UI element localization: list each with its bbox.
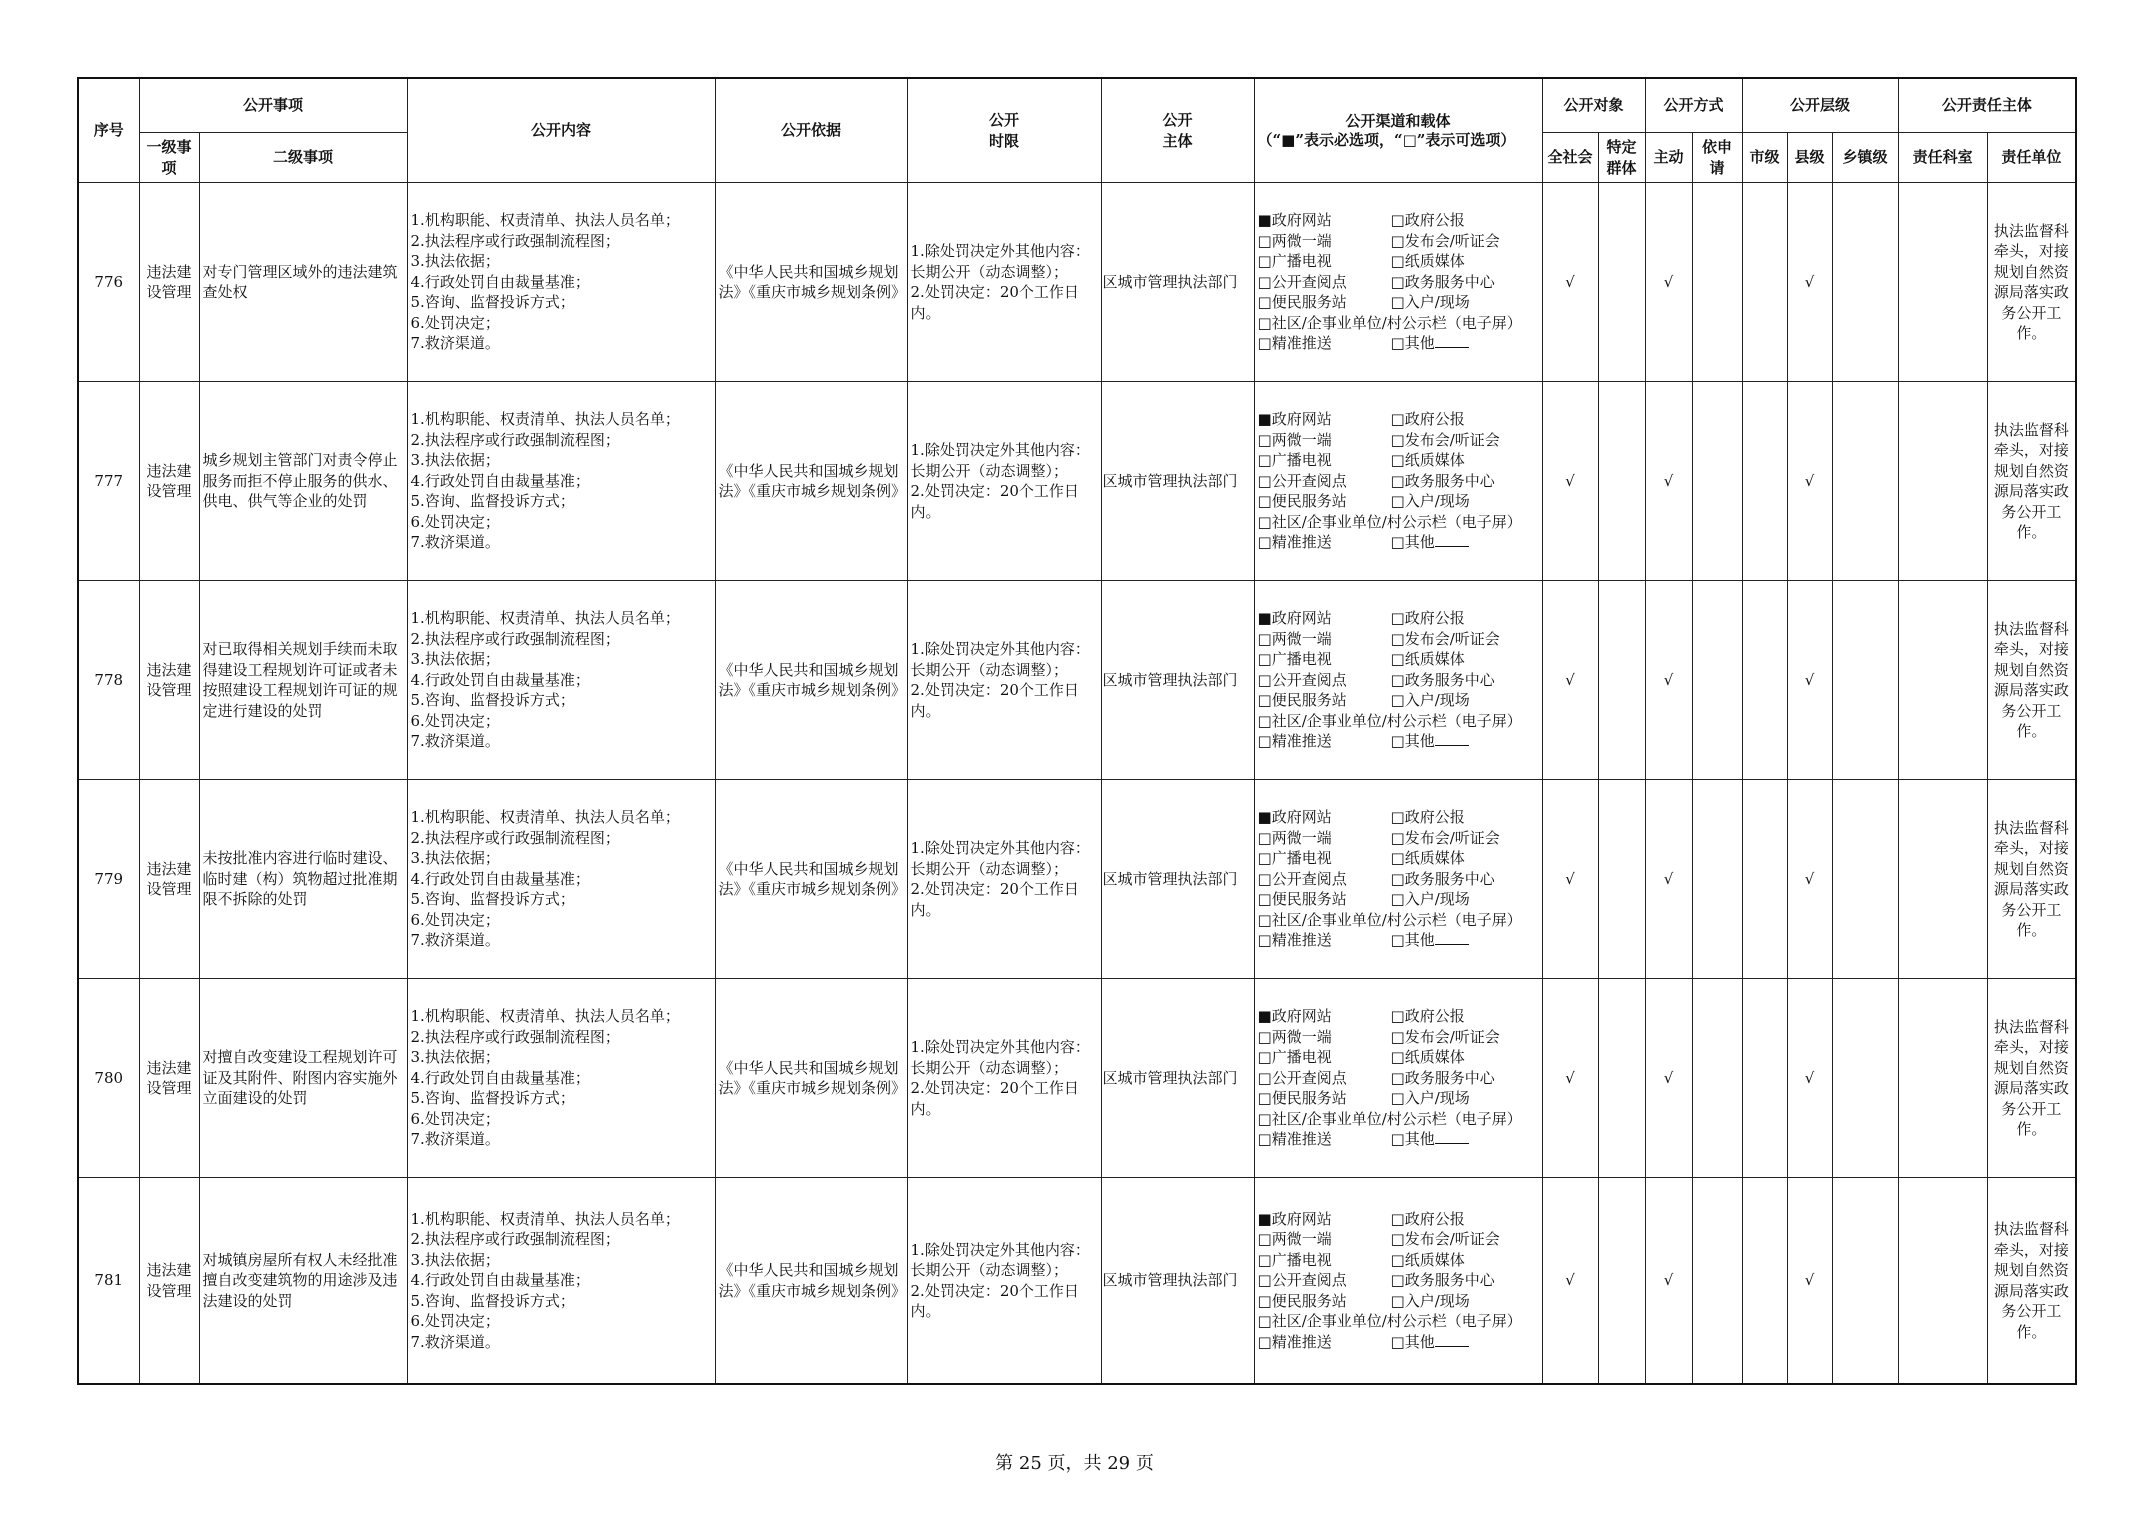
row-target-group	[1598, 780, 1645, 979]
row-subject: 区城市管理执法部门	[1101, 581, 1254, 780]
channel-option: □发布会/听证会	[1390, 629, 1500, 648]
channel-option: □便民服务站	[1257, 1089, 1347, 1108]
row-time-limit: 1.除处罚决定外其他内容：长期公开（动态调整）； 2.处罚决定：20个工作日内。	[907, 979, 1101, 1178]
channel-option: □广播电视	[1257, 650, 1332, 669]
content-line: 2.执法程序或行政强制流程图；	[410, 828, 620, 847]
content-line: 1.机构职能、权责清单、执法人员名单；	[410, 609, 680, 628]
channel-option: □政务服务中心	[1390, 670, 1495, 689]
channel-option: □两微一端	[1257, 828, 1332, 847]
header-time-limit: 公开 时限	[907, 78, 1101, 183]
channel-option: □两微一端	[1257, 1230, 1332, 1249]
row-level-county: √	[1787, 979, 1832, 1178]
row-seq: 779	[78, 780, 139, 979]
row-item-l1: 违法建设管理	[139, 1178, 199, 1385]
row-item-l2: 对擅自改变建设工程规划许可证及其附件、附图内容实施外立面建设的处罚	[199, 979, 407, 1178]
row-method-active: √	[1645, 183, 1692, 382]
row-level-town	[1832, 1178, 1898, 1385]
row-method-request	[1692, 382, 1742, 581]
channel-option: □便民服务站	[1257, 890, 1347, 909]
header-method-request: 依申请	[1692, 133, 1742, 183]
channel-option: □广播电视	[1257, 1048, 1332, 1067]
row-content	[407, 780, 715, 979]
row-method-active: √	[1645, 581, 1692, 780]
row-target-group	[1598, 581, 1645, 780]
row-content	[407, 382, 715, 581]
channel-option: ■政府网站	[1257, 808, 1332, 827]
channel-option-other: □其他	[1391, 532, 1539, 553]
channel-option-other: □其他	[1391, 1332, 1539, 1353]
channel-option: □两微一端	[1257, 430, 1332, 449]
channel-option: □便民服务站	[1257, 293, 1347, 312]
row-level-town	[1832, 979, 1898, 1178]
row-channels	[1254, 780, 1542, 979]
channel-option: ■政府网站	[1257, 1007, 1332, 1026]
row-basis: 《中华人民共和国城乡规划法》《重庆市城乡规划条例》	[715, 780, 907, 979]
row-seq: 776	[78, 183, 139, 382]
header-method-active: 主动	[1645, 133, 1692, 183]
row-resp-office	[1898, 780, 1987, 979]
row-level-city	[1742, 780, 1787, 979]
channel-option: □公开查阅点	[1257, 670, 1347, 689]
row-method-active: √	[1645, 780, 1692, 979]
row-level-city	[1742, 382, 1787, 581]
channel-grid	[1258, 1209, 1539, 1353]
blank-line	[1435, 1332, 1469, 1347]
row-resp-office	[1898, 1178, 1987, 1385]
channel-option: □广播电视	[1257, 252, 1332, 271]
channel-option: □社区/企事业单位/村公示栏（电子屏）	[1257, 711, 1522, 730]
row-subject: 区城市管理执法部门	[1101, 382, 1254, 581]
header-target-group: 特定群体	[1598, 133, 1645, 183]
header-resp: 公开责任主体	[1898, 78, 2076, 133]
content-line: 7.救济渠道。	[410, 1130, 500, 1149]
row-target-all: √	[1542, 581, 1598, 780]
row-channels	[1254, 1178, 1542, 1385]
channel-option: □入户/现场	[1390, 492, 1470, 511]
channel-option: □政务服务中心	[1390, 869, 1495, 888]
row-resp-office	[1898, 382, 1987, 581]
table-row	[78, 1178, 2076, 1385]
row-time-limit: 1.除处罚决定外其他内容：长期公开（动态调整）； 2.处罚决定：20个工作日内。	[907, 1178, 1101, 1385]
content-line: 1.机构职能、权责清单、执法人员名单；	[410, 211, 680, 230]
channel-option: □两微一端	[1257, 629, 1332, 648]
header-level: 公开层级	[1742, 78, 1898, 133]
content-line: 7.救济渠道。	[410, 931, 500, 950]
channel-option: □政府公报	[1390, 609, 1465, 628]
channel-option: □公开查阅点	[1257, 1068, 1347, 1087]
page-footer: 第 25 页，共 29 页	[995, 1453, 1154, 1474]
channel-option: □发布会/听证会	[1390, 1230, 1500, 1249]
row-level-town	[1832, 183, 1898, 382]
row-basis: 《中华人民共和国城乡规划法》《重庆市城乡规划条例》	[715, 581, 907, 780]
content-line: 5.咨询、监督投诉方式；	[410, 1291, 575, 1310]
row-seq: 777	[78, 382, 139, 581]
content-line: 3.执法依据；	[410, 849, 500, 868]
channel-option: □两微一端	[1257, 1027, 1332, 1046]
row-resp-unit: 执法监督科牵头，对接规划自然资源局落实政务公开工作。	[1987, 1178, 2076, 1385]
row-level-city	[1742, 183, 1787, 382]
row-subject: 区城市管理执法部门	[1101, 780, 1254, 979]
row-level-county: √	[1787, 382, 1832, 581]
content-line: 2.执法程序或行政强制流程图；	[410, 629, 620, 648]
header-item: 公开事项	[139, 78, 407, 133]
row-content	[407, 581, 715, 780]
content-line: 4.行政处罚自由裁量基准；	[410, 670, 590, 689]
channel-option: □纸质媒体	[1390, 1250, 1465, 1269]
content-line: 2.执法程序或行政强制流程图；	[410, 231, 620, 250]
channel-option: □入户/现场	[1390, 1089, 1470, 1108]
row-level-city	[1742, 979, 1787, 1178]
channel-option: □入户/现场	[1390, 1291, 1470, 1310]
content-line: 3.执法依据；	[410, 1048, 500, 1067]
channel-option: □政府公报	[1390, 1007, 1465, 1026]
row-seq: 781	[78, 1178, 139, 1385]
channel-option: □发布会/听证会	[1390, 1027, 1500, 1046]
channel-option: □公开查阅点	[1257, 471, 1347, 490]
channel-option: □政务服务中心	[1390, 471, 1495, 490]
channel-grid	[1258, 807, 1539, 951]
row-method-request	[1692, 979, 1742, 1178]
channel-option: □纸质媒体	[1390, 650, 1465, 669]
table-row	[78, 183, 2076, 382]
row-resp-unit: 执法监督科牵头，对接规划自然资源局落实政务公开工作。	[1987, 382, 2076, 581]
row-target-group	[1598, 382, 1645, 581]
channel-option: □社区/企事业单位/村公示栏（电子屏）	[1257, 512, 1522, 531]
blank-line	[1435, 930, 1469, 945]
row-time-limit: 1.除处罚决定外其他内容：长期公开（动态调整）； 2.处罚决定：20个工作日内。	[907, 780, 1101, 979]
content-line: 6.处罚决定；	[410, 1109, 500, 1128]
row-level-city	[1742, 581, 1787, 780]
content-line: 3.执法依据；	[410, 1250, 500, 1269]
channel-option: □社区/企事业单位/村公示栏（电子屏）	[1257, 313, 1522, 332]
channel-option: □便民服务站	[1257, 492, 1347, 511]
channel-option-other: □其他	[1391, 1129, 1539, 1150]
row-content	[407, 979, 715, 1178]
content-line: 1.机构职能、权责清单、执法人员名单；	[410, 410, 680, 429]
channel-option: □入户/现场	[1390, 890, 1470, 909]
channel-option: □政府公报	[1390, 211, 1465, 230]
table-row	[78, 780, 2076, 979]
row-channels	[1254, 382, 1542, 581]
row-subject: 区城市管理执法部门	[1101, 1178, 1254, 1385]
channel-option: □政务服务中心	[1390, 272, 1495, 291]
table-row	[78, 979, 2076, 1178]
row-item-l2: 对城镇房屋所有权人未经批准擅自改变建筑物的用途涉及违法建设的处罚	[199, 1178, 407, 1385]
channel-option: □社区/企事业单位/村公示栏（电子屏）	[1257, 1312, 1522, 1331]
channel-option: □公开查阅点	[1257, 869, 1347, 888]
row-method-active: √	[1645, 382, 1692, 581]
header-resp-office: 责任科室	[1898, 133, 1987, 183]
channel-option: □入户/现场	[1390, 293, 1470, 312]
row-time-limit: 1.除处罚决定外其他内容：长期公开（动态调整）； 2.处罚决定：20个工作日内。	[907, 183, 1101, 382]
row-resp-unit: 执法监督科牵头，对接规划自然资源局落实政务公开工作。	[1987, 979, 2076, 1178]
row-item-l2: 对专门管理区域外的违法建筑查处权	[199, 183, 407, 382]
header-channel-title: 公开渠道和载体	[1345, 111, 1451, 130]
channel-option: □便民服务站	[1257, 1291, 1347, 1310]
row-basis: 《中华人民共和国城乡规划法》《重庆市城乡规划条例》	[715, 979, 907, 1178]
row-item-l1: 违法建设管理	[139, 382, 199, 581]
content-line: 4.行政处罚自由裁量基准；	[410, 869, 590, 888]
row-time-limit: 1.除处罚决定外其他内容：长期公开（动态调整）； 2.处罚决定：20个工作日内。	[907, 382, 1101, 581]
channel-grid	[1258, 1006, 1539, 1150]
channel-option: □政府公报	[1390, 410, 1465, 429]
channel-option: □政务服务中心	[1390, 1068, 1495, 1087]
blank-line	[1435, 731, 1469, 746]
row-channels	[1254, 979, 1542, 1178]
row-resp-unit: 执法监督科牵头，对接规划自然资源局落实政务公开工作。	[1987, 183, 2076, 382]
channel-option: □社区/企事业单位/村公示栏（电子屏）	[1257, 1109, 1522, 1128]
content-line: 4.行政处罚自由裁量基准；	[410, 471, 590, 490]
row-time-limit: 1.除处罚决定外其他内容：长期公开（动态调整）； 2.处罚决定：20个工作日内。	[907, 581, 1101, 780]
blank-line	[1435, 532, 1469, 547]
channel-option: □社区/企事业单位/村公示栏（电子屏）	[1257, 910, 1522, 929]
content-line: 6.处罚决定；	[410, 1312, 500, 1331]
content-line: 7.救济渠道。	[410, 1332, 500, 1351]
content-line: 6.处罚决定；	[410, 711, 500, 730]
row-method-active: √	[1645, 1178, 1692, 1385]
table-row	[78, 581, 2076, 780]
header-target-all: 全社会	[1542, 133, 1598, 183]
row-level-town	[1832, 780, 1898, 979]
channel-option: □精准推送	[1257, 334, 1332, 353]
channel-option-other: □其他	[1391, 930, 1539, 951]
content-line: 4.行政处罚自由裁量基准；	[410, 272, 590, 291]
content-line: 3.执法依据；	[410, 252, 500, 271]
header-item-l1: 一级事项	[139, 133, 199, 183]
channel-option: □精准推送	[1257, 931, 1332, 950]
header-item-l2: 二级事项	[199, 133, 407, 183]
row-level-county: √	[1787, 1178, 1832, 1385]
header-channel-note: （“■”表示必选项，“□”表示可选项）	[1257, 131, 1516, 150]
content-line: 5.咨询、监督投诉方式；	[410, 293, 575, 312]
row-subject: 区城市管理执法部门	[1101, 979, 1254, 1178]
content-line: 4.行政处罚自由裁量基准；	[410, 1068, 590, 1087]
channel-option: □广播电视	[1257, 451, 1332, 470]
header-level-county: 县级	[1787, 133, 1832, 183]
row-method-request	[1692, 780, 1742, 979]
row-method-request	[1692, 581, 1742, 780]
channel-option: □纸质媒体	[1390, 849, 1465, 868]
header-channel	[1254, 78, 1542, 183]
channel-option: □纸质媒体	[1390, 252, 1465, 271]
row-target-all: √	[1542, 1178, 1598, 1385]
channel-option: □广播电视	[1257, 1250, 1332, 1269]
channel-option: □两微一端	[1257, 231, 1332, 250]
blank-line	[1435, 1129, 1469, 1144]
row-level-town	[1832, 382, 1898, 581]
row-basis: 《中华人民共和国城乡规划法》《重庆市城乡规划条例》	[715, 382, 907, 581]
row-item-l1: 违法建设管理	[139, 581, 199, 780]
row-method-request	[1692, 1178, 1742, 1385]
row-target-all: √	[1542, 979, 1598, 1178]
blank-line	[1435, 333, 1469, 348]
channel-option: □发布会/听证会	[1390, 231, 1500, 250]
channel-option: □政府公报	[1390, 808, 1465, 827]
row-subject: 区城市管理执法部门	[1101, 183, 1254, 382]
channel-option: □公开查阅点	[1257, 272, 1347, 291]
header-level-city: 市级	[1742, 133, 1787, 183]
channel-grid	[1258, 608, 1539, 752]
content-line: 2.执法程序或行政强制流程图；	[410, 430, 620, 449]
row-content	[407, 183, 715, 382]
row-resp-unit: 执法监督科牵头，对接规划自然资源局落实政务公开工作。	[1987, 581, 2076, 780]
row-target-group	[1598, 1178, 1645, 1385]
content-line: 5.咨询、监督投诉方式；	[410, 890, 575, 909]
channel-grid	[1258, 409, 1539, 553]
row-level-city	[1742, 1178, 1787, 1385]
row-channels	[1254, 183, 1542, 382]
row-seq: 780	[78, 979, 139, 1178]
content-line: 4.行政处罚自由裁量基准；	[410, 1271, 590, 1290]
channel-option: ■政府网站	[1257, 410, 1332, 429]
channel-option: □广播电视	[1257, 849, 1332, 868]
row-level-county: √	[1787, 183, 1832, 382]
row-resp-office	[1898, 979, 1987, 1178]
channel-option-other: □其他	[1391, 731, 1539, 752]
row-level-town	[1832, 581, 1898, 780]
channel-option: □纸质媒体	[1390, 1048, 1465, 1067]
row-content	[407, 1178, 715, 1385]
content-line: 3.执法依据；	[410, 650, 500, 669]
row-method-request	[1692, 183, 1742, 382]
row-item-l1: 违法建设管理	[139, 183, 199, 382]
row-target-group	[1598, 979, 1645, 1178]
channel-option: □便民服务站	[1257, 691, 1347, 710]
row-basis: 《中华人民共和国城乡规划法》《重庆市城乡规划条例》	[715, 183, 907, 382]
content-line: 1.机构职能、权责清单、执法人员名单；	[410, 1007, 680, 1026]
header-content: 公开内容	[407, 78, 715, 183]
channel-option-other: □其他	[1391, 333, 1539, 354]
row-basis: 《中华人民共和国城乡规划法》《重庆市城乡规划条例》	[715, 1178, 907, 1385]
content-line: 3.执法依据；	[410, 451, 500, 470]
row-item-l2: 未按批准内容进行临时建设、临时建（构）筑物超过批准期限不拆除的处罚	[199, 780, 407, 979]
row-target-all: √	[1542, 183, 1598, 382]
content-line: 1.机构职能、权责清单、执法人员名单；	[410, 1209, 680, 1228]
content-line: 5.咨询、监督投诉方式；	[410, 691, 575, 710]
content-line: 6.处罚决定；	[410, 910, 500, 929]
channel-option: □纸质媒体	[1390, 451, 1465, 470]
header-resp-unit: 责任单位	[1987, 133, 2076, 183]
content-line: 5.咨询、监督投诉方式；	[410, 1089, 575, 1108]
content-line: 6.处罚决定；	[410, 313, 500, 332]
content-line: 2.执法程序或行政强制流程图；	[410, 1230, 620, 1249]
table-row	[78, 382, 2076, 581]
channel-option: ■政府网站	[1257, 1209, 1332, 1228]
channel-option: □精准推送	[1257, 533, 1332, 552]
channel-option: ■政府网站	[1257, 211, 1332, 230]
row-method-active: √	[1645, 979, 1692, 1178]
content-line: 2.执法程序或行政强制流程图；	[410, 1027, 620, 1046]
channel-grid	[1258, 210, 1539, 354]
row-seq: 778	[78, 581, 139, 780]
row-resp-unit: 执法监督科牵头，对接规划自然资源局落实政务公开工作。	[1987, 780, 2076, 979]
row-item-l1: 违法建设管理	[139, 780, 199, 979]
channel-option: □政府公报	[1390, 1209, 1465, 1228]
channel-option: □精准推送	[1257, 1332, 1332, 1351]
content-line: 7.救济渠道。	[410, 533, 500, 552]
row-target-all: √	[1542, 382, 1598, 581]
row-level-county: √	[1787, 581, 1832, 780]
row-target-all: √	[1542, 780, 1598, 979]
channel-option: □入户/现场	[1390, 691, 1470, 710]
row-item-l1: 违法建设管理	[139, 979, 199, 1178]
content-line: 7.救济渠道。	[410, 732, 500, 751]
content-line: 1.机构职能、权责清单、执法人员名单；	[410, 808, 680, 827]
row-target-group	[1598, 183, 1645, 382]
header-subject: 公开 主体	[1101, 78, 1254, 183]
row-item-l2: 对已取得相关规划手续而未取得建设工程规划许可证或者未按照建设工程规划许可证的规定进行建设的处罚	[199, 581, 407, 780]
channel-option: ■政府网站	[1257, 609, 1332, 628]
content-line: 7.救济渠道。	[410, 334, 500, 353]
channel-option: □公开查阅点	[1257, 1271, 1347, 1290]
header-target: 公开对象	[1542, 78, 1645, 133]
content-line: 6.处罚决定；	[410, 512, 500, 531]
header-basis: 公开依据	[715, 78, 907, 183]
channel-option: □政务服务中心	[1390, 1271, 1495, 1290]
channel-option: □发布会/听证会	[1390, 430, 1500, 449]
row-item-l2: 城乡规划主管部门对责令停止服务而拒不停止服务的供水、供电、供气等企业的处罚	[199, 382, 407, 581]
header-seq: 序号	[78, 78, 139, 183]
channel-option: □精准推送	[1257, 1130, 1332, 1149]
header-method: 公开方式	[1645, 78, 1742, 133]
header-level-town: 乡镇级	[1832, 133, 1898, 183]
row-channels	[1254, 581, 1542, 780]
channel-option: □精准推送	[1257, 732, 1332, 751]
row-resp-office	[1898, 581, 1987, 780]
content-line: 5.咨询、监督投诉方式；	[410, 492, 575, 511]
row-resp-office	[1898, 183, 1987, 382]
row-level-county: √	[1787, 780, 1832, 979]
channel-option: □发布会/听证会	[1390, 828, 1500, 847]
disclosure-table	[77, 77, 2077, 1385]
